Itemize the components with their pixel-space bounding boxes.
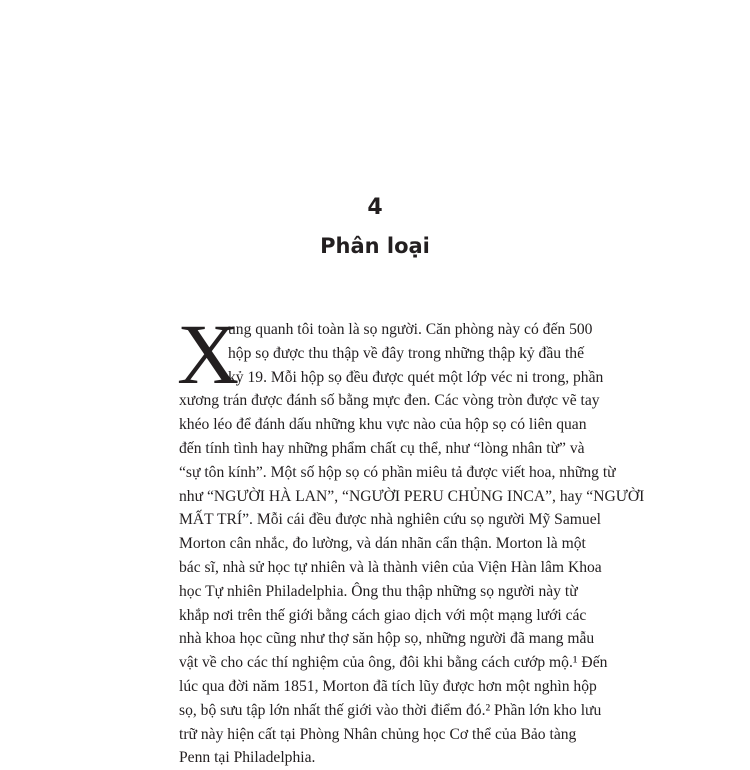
text-line: sọ, bộ sưu tập lớn nhất thế giới vào thời điểm đó.² Phần lớn kho lưu — [179, 701, 602, 719]
text-line: trữ này hiện cất tại Phòng Nhân chủng học Cơ thể của Bảo tàng — [179, 725, 577, 743]
text-line: như “NGƯỜI HÀ LAN”, “NGƯỜI PERU CHỦNG INCA”, hay “NGƯỜI — [179, 487, 645, 505]
text-line: đến tính tình hay những phẩm chất cụ thể, như “lòng nhân từ” và — [179, 439, 585, 457]
text-line: xương trán được đánh số bằng mực đen. Các vòng tròn được vẽ tay — [179, 392, 600, 410]
text-line: lúc qua đời năm 1851, Morton đã tích lũy được hơn một nghìn hộp — [179, 677, 597, 695]
text-line: khéo léo để đánh dấu những khu vực nào của hộp sọ có liên quan — [179, 416, 587, 434]
text-line: Morton cân nhắc, đo lường, và dán nhãn cẩn thận. Morton là một — [179, 535, 586, 553]
text-line: khắp nơi trên thế giới bằng cách giao dịch với một mạng lưới các — [179, 606, 587, 624]
text-line: nhà khoa học cũng như thợ săn hộp sọ, những người đã mang mẫu — [179, 630, 595, 648]
text-line: MẤT TRÍ”. Mỗi cái đều được nhà nghiên cứu sọ người Mỹ Samuel — [179, 511, 601, 529]
text-line: học Tự nhiên Philadelphia. Ông thu thập những sọ người này từ — [179, 582, 578, 600]
text-line: ung quanh tôi toàn là sọ người. Căn phòng này có đến 500 — [228, 321, 593, 338]
chapter-title: Phân loại — [320, 234, 430, 258]
text-line: bác sĩ, nhà sử học tự nhiên và là thành viên của Viện Hàn lâm Khoa — [179, 558, 602, 576]
chapter-body — [177, 306, 645, 770]
text-line: kỷ 19. Mỗi hộp sọ đều được quét một lớp véc ni trong, phần — [228, 368, 604, 386]
text-line: vật về cho các thí nghiệm của ông, đôi khi bằng cách cướp mộ.¹ Đến — [179, 654, 608, 672]
chapter-number: 4 — [367, 195, 383, 220]
drop-cap: X — [177, 306, 240, 402]
text-line: “sự tôn kính”. Một số hộp sọ có phần miêu tả được viết hoa, những từ — [179, 463, 616, 481]
text-line: Penn tại Philadelphia. — [179, 749, 316, 767]
text-line: hộp sọ được thu thập về đây trong những thập kỷ đầu thế — [228, 344, 585, 362]
